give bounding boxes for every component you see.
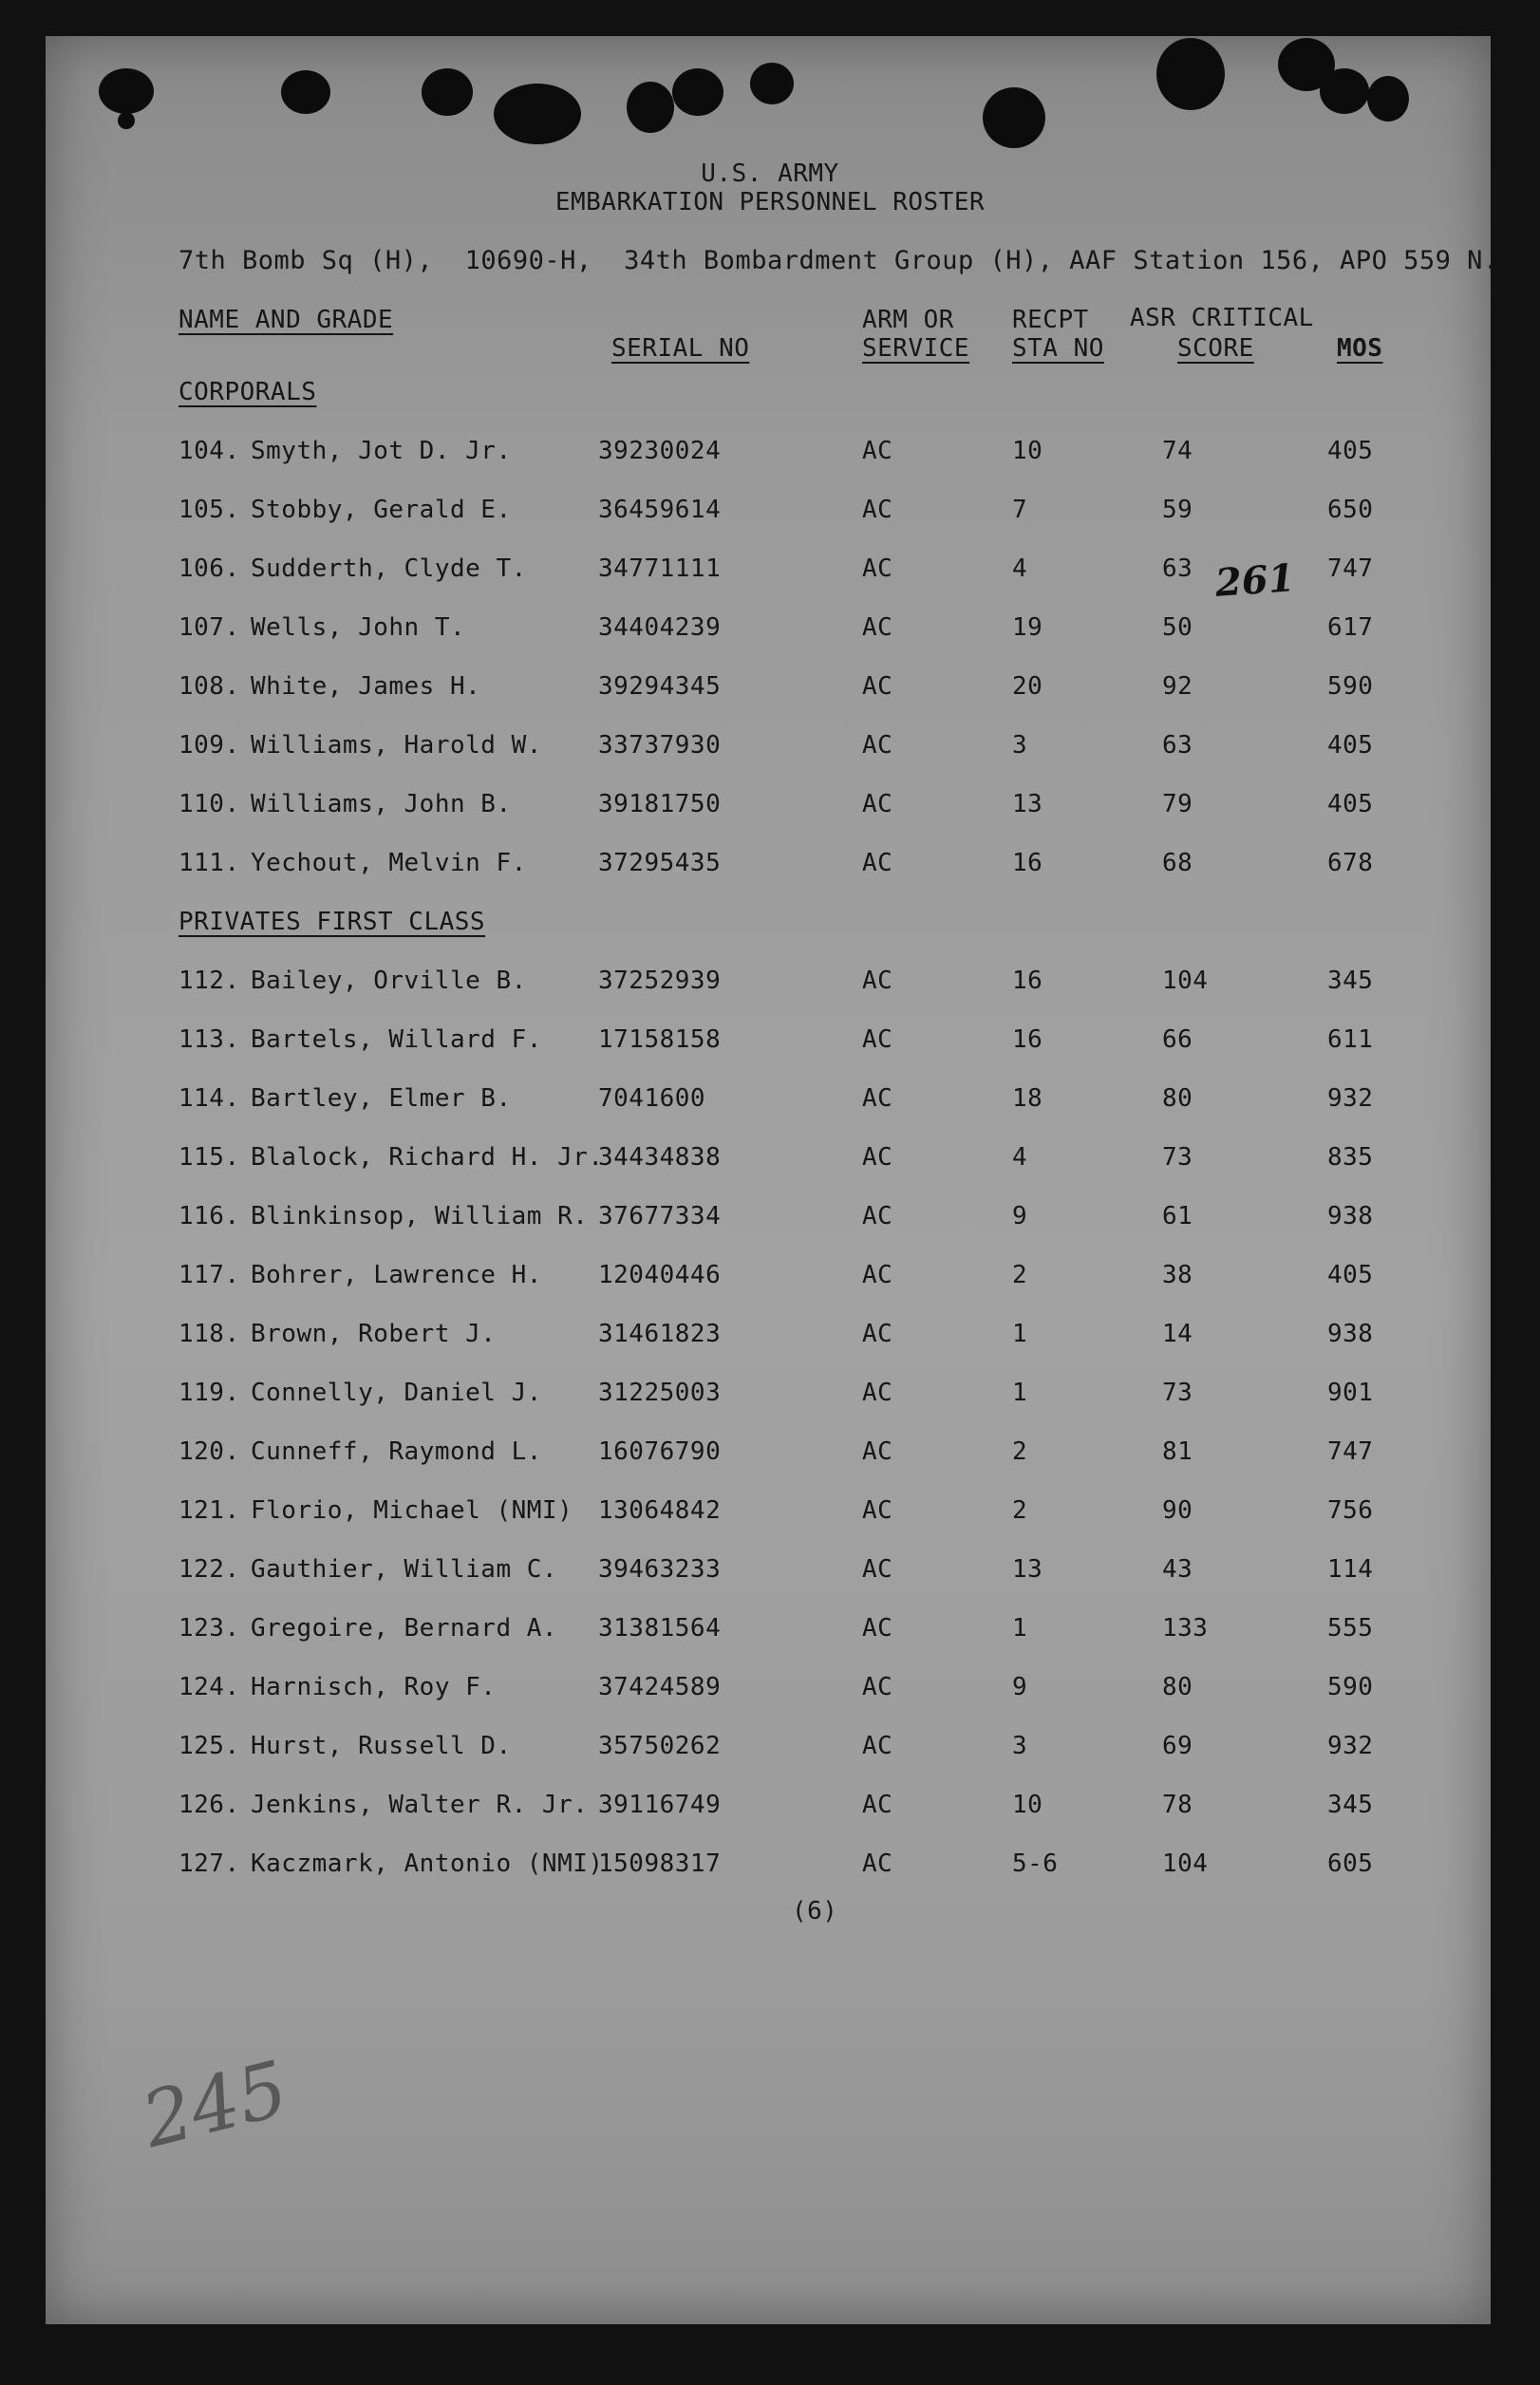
cell-mos: 405 bbox=[1327, 731, 1374, 760]
cell-no: 116. bbox=[178, 1202, 240, 1230]
cell-score: 92 bbox=[1162, 672, 1193, 701]
cell-score: 81 bbox=[1162, 1437, 1193, 1466]
cell-recpt: 1 bbox=[1012, 1614, 1028, 1643]
cell-no: 122. bbox=[178, 1555, 240, 1584]
cell-arm: AC bbox=[862, 849, 893, 877]
cell-serial: 34434838 bbox=[598, 1143, 722, 1172]
cell-recpt: 9 bbox=[1012, 1202, 1028, 1230]
cell-score: 14 bbox=[1162, 1320, 1193, 1348]
cell-arm: AC bbox=[862, 1143, 893, 1172]
cell-score: 66 bbox=[1162, 1025, 1193, 1054]
cell-mos: 555 bbox=[1327, 1614, 1374, 1643]
punch-hole bbox=[1367, 76, 1409, 122]
cell-name: Brown, Robert J. bbox=[251, 1320, 497, 1348]
cell-arm: AC bbox=[862, 1614, 893, 1643]
cell-name: White, James H. bbox=[251, 672, 481, 701]
cell-arm: AC bbox=[862, 554, 893, 583]
cell-serial: 39181750 bbox=[598, 790, 722, 818]
cell-serial: 34771111 bbox=[598, 554, 722, 583]
cell-name: Harnisch, Roy F. bbox=[251, 1673, 497, 1701]
cell-mos: 678 bbox=[1327, 849, 1374, 877]
cell-no: 112. bbox=[178, 967, 240, 995]
cell-mos: 835 bbox=[1327, 1143, 1374, 1172]
col-recpt-1: RECPT bbox=[1012, 306, 1089, 334]
cell-no: 119. bbox=[178, 1379, 240, 1407]
stamp-number: 261 bbox=[1213, 555, 1297, 606]
cell-serial: 7041600 bbox=[598, 1084, 706, 1113]
cell-serial: 39230024 bbox=[598, 437, 722, 465]
cell-arm: AC bbox=[862, 1791, 893, 1819]
cell-recpt: 1 bbox=[1012, 1379, 1028, 1407]
cell-mos: 932 bbox=[1327, 1084, 1374, 1113]
cell-name: Florio, Michael (NMI) bbox=[251, 1496, 573, 1525]
cell-serial: 34404239 bbox=[598, 613, 722, 642]
cell-recpt: 13 bbox=[1012, 790, 1043, 818]
cell-no: 111. bbox=[178, 849, 240, 877]
cell-name: Wells, John T. bbox=[251, 613, 466, 642]
cell-serial: 39116749 bbox=[598, 1791, 722, 1819]
cell-arm: AC bbox=[862, 1320, 893, 1348]
cell-serial: 16076790 bbox=[598, 1437, 722, 1466]
cell-serial: 31381564 bbox=[598, 1614, 722, 1643]
cell-recpt: 4 bbox=[1012, 554, 1028, 583]
cell-serial: 15098317 bbox=[598, 1850, 722, 1878]
cell-score: 74 bbox=[1162, 437, 1193, 465]
cell-name: Williams, John B. bbox=[251, 790, 512, 818]
punch-hole bbox=[422, 68, 473, 116]
cell-score: 38 bbox=[1162, 1261, 1193, 1289]
cell-mos: 650 bbox=[1327, 496, 1374, 524]
cell-score: 73 bbox=[1162, 1379, 1193, 1407]
cell-serial: 39463233 bbox=[598, 1555, 722, 1584]
cell-mos: 345 bbox=[1327, 1791, 1374, 1819]
cell-recpt: 2 bbox=[1012, 1437, 1028, 1466]
cell-mos: 938 bbox=[1327, 1320, 1374, 1348]
cell-recpt: 5-6 bbox=[1012, 1850, 1059, 1878]
section-title: CORPORALS bbox=[178, 378, 317, 406]
cell-mos: 747 bbox=[1327, 1437, 1374, 1466]
cell-no: 127. bbox=[178, 1850, 240, 1878]
cell-name: Blalock, Richard H. Jr. bbox=[251, 1143, 604, 1172]
cell-score: 63 bbox=[1162, 731, 1193, 760]
cell-no: 104. bbox=[178, 437, 240, 465]
cell-recpt: 4 bbox=[1012, 1143, 1028, 1172]
cell-name: Connelly, Daniel J. bbox=[251, 1379, 542, 1407]
cell-no: 126. bbox=[178, 1791, 240, 1819]
cell-mos: 611 bbox=[1327, 1025, 1374, 1054]
cell-score: 78 bbox=[1162, 1791, 1193, 1819]
cell-recpt: 10 bbox=[1012, 437, 1043, 465]
cell-arm: AC bbox=[862, 1261, 893, 1289]
cell-serial: 13064842 bbox=[598, 1496, 722, 1525]
cell-recpt: 10 bbox=[1012, 1791, 1043, 1819]
cell-arm: AC bbox=[862, 1084, 893, 1113]
cell-no: 110. bbox=[178, 790, 240, 818]
cell-no: 113. bbox=[178, 1025, 240, 1054]
cell-no: 118. bbox=[178, 1320, 240, 1348]
cell-serial: 37252939 bbox=[598, 967, 722, 995]
cell-mos: 405 bbox=[1327, 1261, 1374, 1289]
cell-name: Bartels, Willard F. bbox=[251, 1025, 542, 1054]
cell-serial: 12040446 bbox=[598, 1261, 722, 1289]
cell-recpt: 19 bbox=[1012, 613, 1043, 642]
cell-name: Bailey, Orville B. bbox=[251, 967, 527, 995]
punch-hole bbox=[99, 68, 154, 114]
cell-score: 43 bbox=[1162, 1555, 1193, 1584]
cell-mos: 114 bbox=[1327, 1555, 1374, 1584]
cell-name: Kaczmark, Antonio (NMI) bbox=[251, 1850, 604, 1878]
cell-mos: 590 bbox=[1327, 672, 1374, 701]
cell-score: 69 bbox=[1162, 1732, 1193, 1760]
col-name-grade: NAME AND GRADE bbox=[178, 306, 394, 334]
col-arm-2: SERVICE bbox=[862, 334, 970, 363]
cell-recpt: 18 bbox=[1012, 1084, 1043, 1113]
cell-score: 80 bbox=[1162, 1673, 1193, 1701]
punch-hole bbox=[494, 84, 581, 144]
punch-hole bbox=[627, 82, 674, 133]
cell-mos: 747 bbox=[1327, 554, 1374, 583]
cell-recpt: 20 bbox=[1012, 672, 1043, 701]
col-arm-1: ARM OR bbox=[862, 306, 954, 334]
cell-no: 106. bbox=[178, 554, 240, 583]
cell-recpt: 16 bbox=[1012, 1025, 1043, 1054]
cell-score: 59 bbox=[1162, 496, 1193, 524]
cell-score: 61 bbox=[1162, 1202, 1193, 1230]
cell-recpt: 3 bbox=[1012, 731, 1028, 760]
cell-arm: AC bbox=[862, 790, 893, 818]
cell-no: 105. bbox=[178, 496, 240, 524]
cell-no: 121. bbox=[178, 1496, 240, 1525]
cell-name: Blinkinsop, William R. bbox=[251, 1202, 589, 1230]
cell-name: Stobby, Gerald E. bbox=[251, 496, 512, 524]
cell-arm: AC bbox=[862, 1379, 893, 1407]
cell-serial: 36459614 bbox=[598, 496, 722, 524]
cell-no: 107. bbox=[178, 613, 240, 642]
cell-recpt: 2 bbox=[1012, 1496, 1028, 1525]
cell-serial: 37677334 bbox=[598, 1202, 722, 1230]
cell-no: 123. bbox=[178, 1614, 240, 1643]
cell-serial: 37295435 bbox=[598, 849, 722, 877]
cell-recpt: 7 bbox=[1012, 496, 1028, 524]
cell-no: 124. bbox=[178, 1673, 240, 1701]
cell-mos: 617 bbox=[1327, 613, 1374, 642]
cell-serial: 37424589 bbox=[598, 1673, 722, 1701]
cell-arm: AC bbox=[862, 496, 893, 524]
cell-score: 133 bbox=[1162, 1614, 1209, 1643]
cell-name: Smyth, Jot D. Jr. bbox=[251, 437, 512, 465]
cell-no: 108. bbox=[178, 672, 240, 701]
cell-name: Cunneff, Raymond L. bbox=[251, 1437, 542, 1466]
col-asr-1: ASR CRITICAL bbox=[1130, 304, 1314, 332]
cell-recpt: 16 bbox=[1012, 967, 1043, 995]
cell-arm: AC bbox=[862, 613, 893, 642]
cell-arm: AC bbox=[862, 1673, 893, 1701]
cell-arm: AC bbox=[862, 1025, 893, 1054]
cell-serial: 17158158 bbox=[598, 1025, 722, 1054]
cell-no: 115. bbox=[178, 1143, 240, 1172]
punch-hole bbox=[750, 63, 794, 104]
col-mos: MOS bbox=[1337, 334, 1383, 363]
cell-mos: 405 bbox=[1327, 790, 1374, 818]
cell-score: 90 bbox=[1162, 1496, 1193, 1525]
cell-score: 50 bbox=[1162, 613, 1193, 642]
cell-arm: AC bbox=[862, 967, 893, 995]
col-asr-2: SCORE bbox=[1177, 334, 1254, 363]
cell-name: Jenkins, Walter R. Jr. bbox=[251, 1791, 589, 1819]
cell-no: 120. bbox=[178, 1437, 240, 1466]
cell-name: Bartley, Elmer B. bbox=[251, 1084, 512, 1113]
punch-hole bbox=[983, 87, 1045, 148]
cell-mos: 405 bbox=[1327, 437, 1374, 465]
cell-recpt: 16 bbox=[1012, 849, 1043, 877]
cell-name: Bohrer, Lawrence H. bbox=[251, 1261, 542, 1289]
punch-hole bbox=[281, 70, 330, 114]
cell-arm: AC bbox=[862, 731, 893, 760]
cell-name: Hurst, Russell D. bbox=[251, 1732, 512, 1760]
cell-score: 63 bbox=[1162, 554, 1193, 583]
cell-no: 109. bbox=[178, 731, 240, 760]
cell-serial: 31225003 bbox=[598, 1379, 722, 1407]
cell-arm: AC bbox=[862, 1496, 893, 1525]
cell-serial: 31461823 bbox=[598, 1320, 722, 1348]
cell-recpt: 9 bbox=[1012, 1673, 1028, 1701]
cell-serial: 35750262 bbox=[598, 1732, 722, 1760]
cell-arm: AC bbox=[862, 1850, 893, 1878]
cell-recpt: 2 bbox=[1012, 1261, 1028, 1289]
cell-score: 68 bbox=[1162, 849, 1193, 877]
cell-arm: AC bbox=[862, 1437, 893, 1466]
cell-score: 79 bbox=[1162, 790, 1193, 818]
col-recpt-2: STA NO bbox=[1012, 334, 1104, 363]
cell-mos: 605 bbox=[1327, 1850, 1374, 1878]
cell-no: 114. bbox=[178, 1084, 240, 1113]
unit-line: 7th Bomb Sq (H), 10690-H, 34th Bombardment Group (H), AAF Station 156, APO 559 N. bbox=[178, 246, 1499, 275]
cell-no: 125. bbox=[178, 1732, 240, 1760]
cell-arm: AC bbox=[862, 437, 893, 465]
cell-mos: 938 bbox=[1327, 1202, 1374, 1230]
section-title: PRIVATES FIRST CLASS bbox=[178, 908, 486, 936]
cell-name: Gauthier, William C. bbox=[251, 1555, 558, 1584]
cell-arm: AC bbox=[862, 672, 893, 701]
page-number: (6) bbox=[792, 1897, 838, 1925]
cell-recpt: 3 bbox=[1012, 1732, 1028, 1760]
col-serial: SERIAL NO bbox=[611, 334, 750, 363]
cell-name: Yechout, Melvin F. bbox=[251, 849, 527, 877]
cell-mos: 756 bbox=[1327, 1496, 1374, 1525]
cell-name: Williams, Harold W. bbox=[251, 731, 542, 760]
cell-score: 104 bbox=[1162, 967, 1209, 995]
cell-serial: 33737930 bbox=[598, 731, 722, 760]
cell-arm: AC bbox=[862, 1555, 893, 1584]
header-line2: EMBARKATION PERSONNEL ROSTER bbox=[554, 188, 986, 216]
cell-score: 80 bbox=[1162, 1084, 1193, 1113]
punch-hole bbox=[1278, 38, 1335, 91]
cell-name: Sudderth, Clyde T. bbox=[251, 554, 527, 583]
punch-hole bbox=[118, 112, 135, 129]
cell-name: Gregoire, Bernard A. bbox=[251, 1614, 558, 1643]
cell-score: 104 bbox=[1162, 1850, 1209, 1878]
cell-recpt: 13 bbox=[1012, 1555, 1043, 1584]
cell-mos: 932 bbox=[1327, 1732, 1374, 1760]
cell-arm: AC bbox=[862, 1732, 893, 1760]
cell-score: 73 bbox=[1162, 1143, 1193, 1172]
cell-serial: 39294345 bbox=[598, 672, 722, 701]
cell-no: 117. bbox=[178, 1261, 240, 1289]
cell-mos: 901 bbox=[1327, 1379, 1374, 1407]
punch-hole bbox=[672, 68, 723, 116]
cell-arm: AC bbox=[862, 1202, 893, 1230]
cell-mos: 590 bbox=[1327, 1673, 1374, 1701]
cell-mos: 345 bbox=[1327, 967, 1374, 995]
handwritten-number: 245 bbox=[134, 2043, 296, 2166]
punch-hole bbox=[1156, 38, 1225, 110]
header-line1: U.S. ARMY bbox=[701, 160, 839, 188]
cell-recpt: 1 bbox=[1012, 1320, 1028, 1348]
